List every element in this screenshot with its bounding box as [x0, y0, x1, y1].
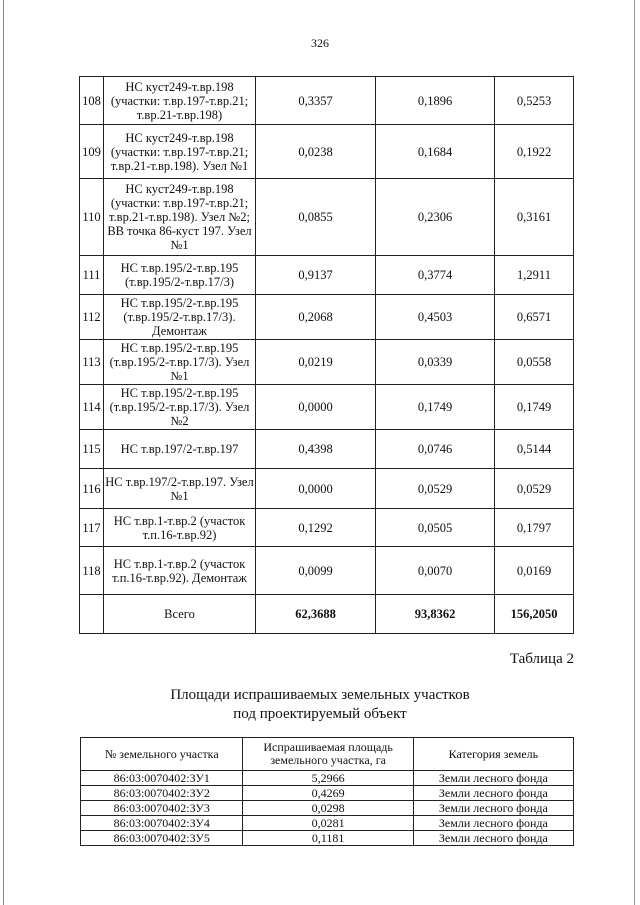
table-row — [80, 340, 574, 385]
plot-area: 5,2966 — [243, 771, 413, 786]
table-row — [81, 816, 574, 831]
cell-v3: 0,1797 — [495, 509, 574, 547]
table-row — [80, 295, 574, 340]
scan-edge-left — [3, 0, 4, 905]
column-header: № земельного участка — [81, 738, 243, 771]
table-row — [80, 385, 574, 430]
column-header: Категория земель — [413, 738, 573, 771]
plot-id: 86:03:0070402:ЗУ1 — [81, 771, 243, 786]
pipeline-area-table — [79, 76, 574, 634]
table-row — [80, 256, 574, 295]
cell-v2: 0,0746 — [376, 430, 495, 469]
total-v2: 93,8362 — [376, 595, 495, 634]
cell-v1: 0,4398 — [256, 430, 376, 469]
scan-edge-right — [634, 0, 635, 905]
cell-name: НС т.вр.195/2-т.вр.195 (т.вр.195/2-т.вр.17/3) — [104, 256, 256, 295]
cell-name: НС т.вр.1-т.вр.2 (участок т.п.16-т.вр.92). Демонтаж — [104, 547, 256, 595]
table-row — [80, 77, 574, 125]
cell-v2: 0,1896 — [376, 77, 495, 125]
table-row — [80, 430, 574, 469]
cell-v1: 0,0238 — [256, 125, 376, 179]
land-category: Земли лесного фонда — [413, 801, 573, 816]
cell-v3: 0,6571 — [495, 295, 574, 340]
table-2-title-line2: под проектируемый объект — [233, 706, 407, 722]
cell-name: НС куст249-т.вр.198 (участки: т.вр.197-т.вр.21; т.вр.21-т.вр.198). Узел №1 — [104, 125, 256, 179]
cell-v3: 0,1922 — [495, 125, 574, 179]
table-2-label: Таблица 2 — [509, 651, 574, 667]
cell-v2: 0,1684 — [376, 125, 495, 179]
cell-name: НС куст249-т.вр.198 (участки: т.вр.197-т.вр.21; т.вр.21-т.вр.198). Узел №2; ВВ точка 86-куст 197. Узел №1 — [104, 179, 256, 256]
cell-name: НС т.вр.195/2-т.вр.195 (т.вр.195/2-т.вр.17/3). Узел №2 — [104, 385, 256, 430]
land-plots-table — [80, 737, 574, 846]
cell-v2: 0,4503 — [376, 295, 495, 340]
cell-num-empty — [80, 595, 104, 634]
table-row — [80, 509, 574, 547]
total-v1: 62,3688 — [256, 595, 376, 634]
plot-id: 86:03:0070402:ЗУ5 — [81, 831, 243, 846]
land-category: Земли лесного фонда — [413, 771, 573, 786]
land-category: Земли лесного фонда — [413, 831, 573, 846]
cell-num: 109 — [80, 125, 104, 179]
column-header: Испрашиваемая площадь земельного участка, га — [243, 738, 413, 771]
cell-name: НС т.вр.195/2-т.вр.195 (т.вр.195/2-т.вр.17/3). Демонтаж — [104, 295, 256, 340]
cell-v1: 0,3357 — [256, 77, 376, 125]
cell-v3: 0,3161 — [495, 179, 574, 256]
plot-id: 86:03:0070402:ЗУ3 — [81, 801, 243, 816]
cell-v1: 0,2068 — [256, 295, 376, 340]
plot-area: 0,4269 — [243, 786, 413, 801]
cell-name: НС т.вр.197/2-т.вр.197 — [104, 430, 256, 469]
table-row — [80, 469, 574, 509]
table-row — [81, 786, 574, 801]
cell-v1: 0,9137 — [256, 256, 376, 295]
land-category: Земли лесного фонда — [413, 786, 573, 801]
total-v3: 156,2050 — [495, 595, 574, 634]
cell-v3: 0,0169 — [495, 547, 574, 595]
cell-v2: 0,1749 — [376, 385, 495, 430]
cell-v2: 0,0339 — [376, 340, 495, 385]
cell-v3: 0,5253 — [495, 77, 574, 125]
land-category: Земли лесного фонда — [413, 816, 573, 831]
cell-v2: 0,3774 — [376, 256, 495, 295]
cell-v2: 0,2306 — [376, 179, 495, 256]
cell-name: НС т.вр.1-т.вр.2 (участок т.п.16-т.вр.92) — [104, 509, 256, 547]
plot-id: 86:03:0070402:ЗУ2 — [81, 786, 243, 801]
cell-num: 111 — [80, 256, 104, 295]
cell-name: НС т.вр.195/2-т.вр.195 (т.вр.195/2-т.вр.17/3). Узел №1 — [104, 340, 256, 385]
cell-num: 108 — [80, 77, 104, 125]
cell-v3: 0,5144 — [495, 430, 574, 469]
cell-num: 115 — [80, 430, 104, 469]
cell-num: 118 — [80, 547, 104, 595]
table-row — [81, 801, 574, 816]
page-number: 326 — [311, 36, 329, 50]
cell-name: НС т.вр.197/2-т.вр.197. Узел №1 — [104, 469, 256, 509]
header-row — [81, 738, 574, 771]
cell-v3: 1,2911 — [495, 256, 574, 295]
cell-v3: 0,1749 — [495, 385, 574, 430]
cell-v1: 0,0000 — [256, 469, 376, 509]
plot-id: 86:03:0070402:ЗУ4 — [81, 816, 243, 831]
table-row — [81, 831, 574, 846]
cell-num: 110 — [80, 179, 104, 256]
total-row — [80, 595, 574, 634]
cell-v1: 0,0219 — [256, 340, 376, 385]
cell-num: 116 — [80, 469, 104, 509]
table-row — [80, 125, 574, 179]
cell-v1: 0,0855 — [256, 179, 376, 256]
cell-v3: 0,0558 — [495, 340, 574, 385]
total-label: Всего — [104, 595, 256, 634]
table-row — [80, 179, 574, 256]
cell-v2: 0,0070 — [376, 547, 495, 595]
cell-num: 113 — [80, 340, 104, 385]
cell-num: 117 — [80, 509, 104, 547]
table-row — [81, 771, 574, 786]
table-row — [80, 547, 574, 595]
cell-v1: 0,1292 — [256, 509, 376, 547]
cell-v2: 0,0529 — [376, 469, 495, 509]
cell-name: НС куст249-т.вр.198 (участки: т.вр.197-т.вр.21; т.вр.21-т.вр.198) — [104, 77, 256, 125]
table-2-title-line1: Площади испрашиваемых земельных участков — [170, 687, 470, 703]
cell-num: 114 — [80, 385, 104, 430]
plot-area: 0,0281 — [243, 816, 413, 831]
cell-v1: 0,0099 — [256, 547, 376, 595]
plot-area: 0,0298 — [243, 801, 413, 816]
cell-num: 112 — [80, 295, 104, 340]
cell-v1: 0,0000 — [256, 385, 376, 430]
plot-area: 0,1181 — [243, 831, 413, 846]
cell-v3: 0,0529 — [495, 469, 574, 509]
cell-v2: 0,0505 — [376, 509, 495, 547]
